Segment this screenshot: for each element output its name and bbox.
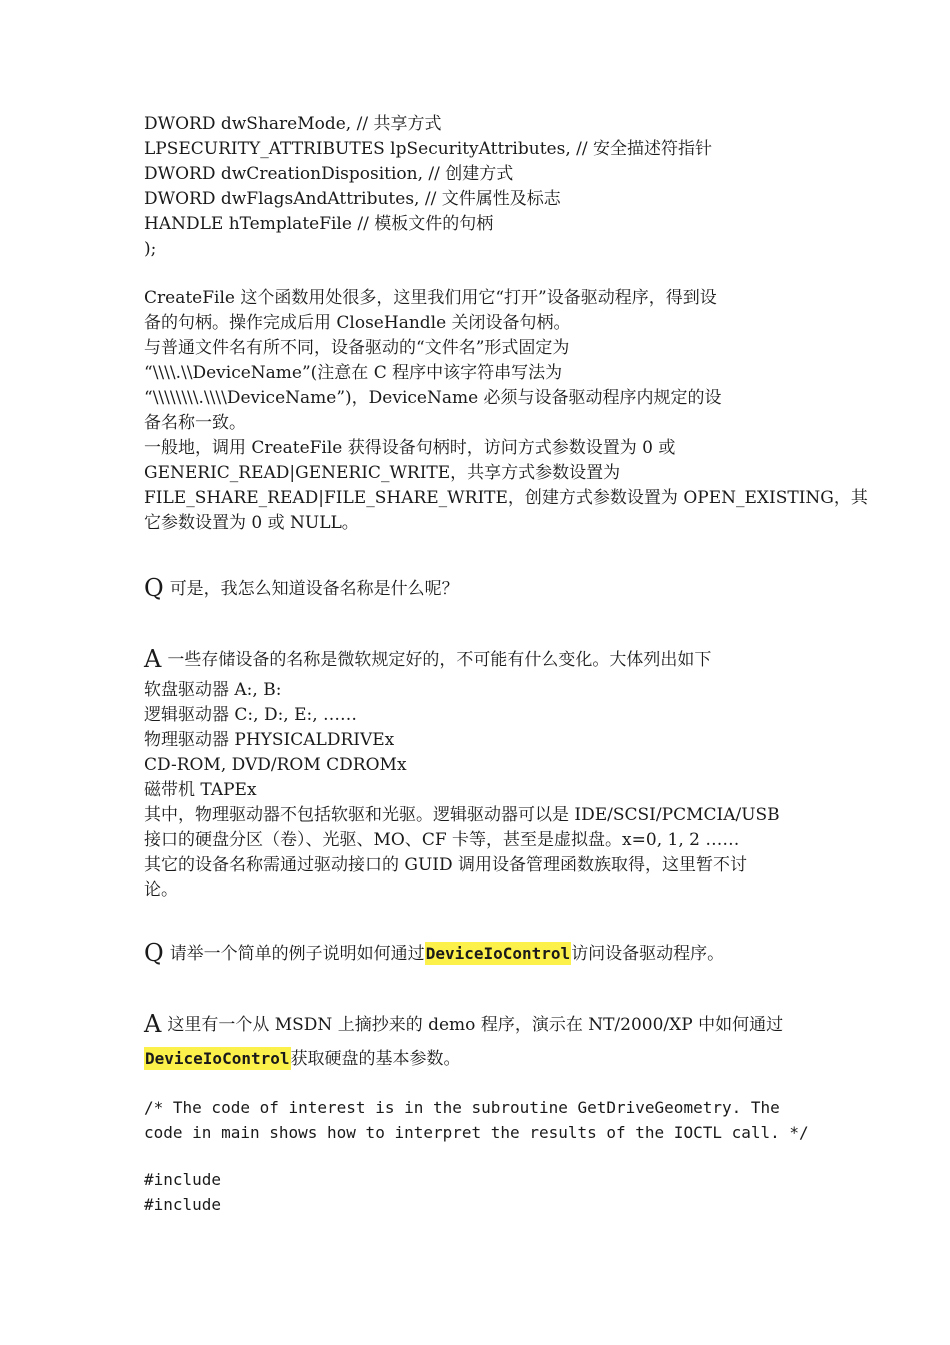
text-line: 其中，物理驱动器不包括软驱和光驱。逻辑驱动器可以是 IDE/SCSI/PCMCIA/USB: [144, 805, 780, 825]
answer-text-post: 获取硬盘的基本参数。: [290, 1049, 461, 1069]
answer-mark-label: A: [144, 1010, 162, 1038]
spacer: [144, 262, 814, 286]
spacer: [144, 968, 814, 1010]
text-line: 它参数设置为 0 或 NULL。: [144, 513, 359, 533]
code-line: DWORD dwFlagsAndAttributes, // 文件属性及标志: [144, 189, 561, 209]
text-line: 一般地，调用 CreateFile 获得设备句柄时，访问方式参数设置为 0 或: [144, 438, 676, 458]
code-line: code in main shows how to interpret the results of the IOCTL call. */: [144, 1123, 809, 1142]
highlighted-term: DeviceIoControl: [425, 944, 571, 963]
text-line: 其它的设备名称需通过驱动接口的 GUID 调用设备管理函数族取得，这里暂不讨: [144, 855, 748, 875]
code-line: /* The code of interest is in the subroutine GetDriveGeometry. The: [144, 1098, 780, 1117]
question-1: [144, 574, 814, 603]
text-line: FILE_SHARE_READ|FILE_SHARE_WRITE，创建方式参数设置为 OPEN_EXISTING，其: [144, 488, 868, 508]
code-line: DWORD dwCreationDisposition, // 创建方式: [144, 164, 514, 184]
list-item: 软盘驱动器 A:, B:: [144, 680, 282, 700]
highlighted-term: DeviceIoControl: [145, 1049, 290, 1068]
answer-1: [144, 645, 814, 674]
spacer: [144, 603, 814, 645]
code-line: #include: [144, 1170, 222, 1189]
text-line: 接口的硬盘分区（卷）、光驱、MO、CF 卡等，甚至是虚拟盘。x=0, 1, 2 ……: [144, 830, 740, 850]
text-line: 备的句柄。操作完成后用 CloseHandle 关闭设备句柄。: [144, 313, 571, 333]
text-line: “\\\\.\\DeviceName”(注意在 C 程序中该字符串写法为: [144, 363, 563, 383]
answer-line: [144, 1045, 814, 1073]
list-item: 逻辑驱动器 C:, D:, E:, ……: [144, 705, 358, 725]
spacer: [144, 1145, 814, 1167]
device-name-list: [144, 678, 814, 903]
paragraph-createfile: [144, 286, 868, 536]
code-line: );: [144, 239, 157, 259]
spacer: [144, 1073, 814, 1095]
question-text-post: 访问设备驱动程序。: [571, 944, 725, 964]
spacer: [144, 903, 814, 939]
document-page: [144, 112, 868, 1217]
code-block-top: [144, 112, 814, 262]
question-text: 可是，我怎么知道设备名称是什么呢？: [169, 579, 459, 599]
list-item: 物理驱动器 PHYSICALDRIVEx: [144, 730, 395, 750]
answer-line: [144, 1010, 814, 1039]
answer-text: 一些存储设备的名称是微软规定好的，不可能有什么变化。大体列出如下: [167, 650, 712, 670]
include-block: [144, 1167, 814, 1217]
text-line: 论。: [144, 880, 178, 900]
code-line: HANDLE hTemplateFile // 模板文件的句柄: [144, 214, 494, 234]
text-line: 备名称一致。: [144, 413, 246, 433]
text-line: “\\\\\\\\.\\\\DeviceName”)，DeviceName 必须与设备驱动程序内规定的设: [144, 388, 722, 408]
spacer: [144, 536, 814, 574]
question-mark-label: Q: [144, 939, 164, 967]
text-line: 与普通文件名有所不同，设备驱动的“文件名”形式固定为: [144, 338, 570, 358]
list-item: 磁带机 TAPEx: [144, 780, 257, 800]
answer-text: 这里有一个从 MSDN 上摘抄来的 demo 程序，演示在 NT/2000/XP 中如何通过: [167, 1015, 784, 1035]
question-text-pre: 请举一个简单的例子说明如何通过: [169, 944, 425, 964]
question-mark-label: Q: [144, 574, 164, 602]
code-line: LPSECURITY_ATTRIBUTES lpSecurityAttributes, // 安全描述符指针: [144, 139, 712, 159]
text-line: CreateFile 这个函数用处很多，这里我们用它“打开”设备驱动程序，得到设: [144, 288, 717, 308]
list-item: CD-ROM, DVD/ROM CDROMx: [144, 755, 407, 775]
text-line: GENERIC_READ|GENERIC_WRITE，共享方式参数设置为: [144, 463, 621, 483]
question-2: [144, 939, 814, 968]
answer-2: [144, 1010, 814, 1073]
answer-mark-label: A: [144, 645, 162, 673]
code-line: DWORD dwShareMode, // 共享方式: [144, 114, 442, 134]
code-comment-block: [144, 1095, 814, 1145]
code-line: #include: [144, 1195, 222, 1214]
